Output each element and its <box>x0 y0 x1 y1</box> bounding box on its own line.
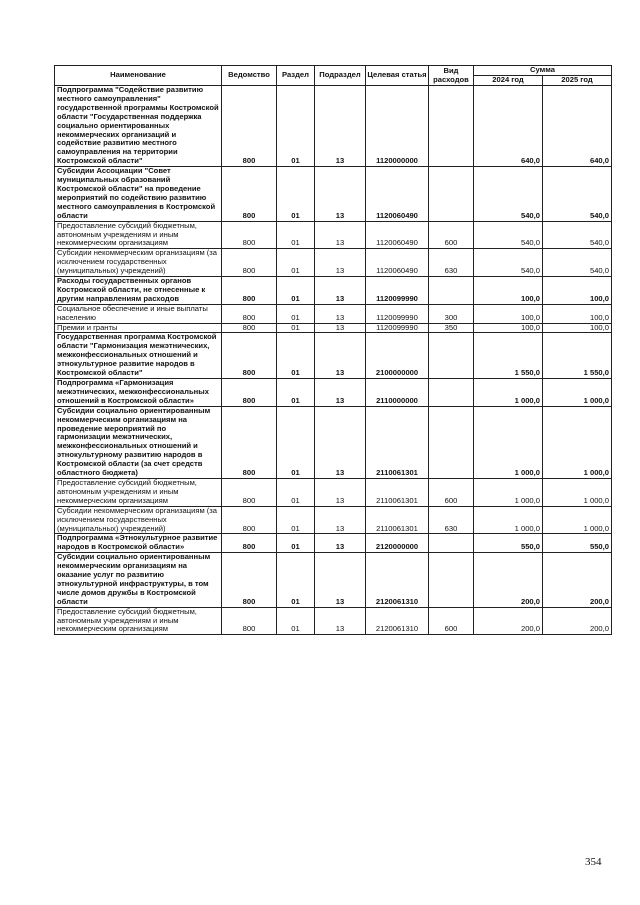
cell-target: 2110061301 <box>366 406 429 478</box>
table-row <box>55 607 612 635</box>
cell-section: 01 <box>277 304 315 323</box>
table-row <box>55 333 612 379</box>
cell-section: 01 <box>277 167 315 221</box>
cell-2024: 540,0 <box>474 249 543 277</box>
cell-section: 01 <box>277 506 315 534</box>
cell-target: 1120099990 <box>366 277 429 305</box>
cell-subsection: 13 <box>315 607 366 635</box>
cell-2025: 540,0 <box>543 167 612 221</box>
cell-2024: 540,0 <box>474 221 543 249</box>
cell-section: 01 <box>277 607 315 635</box>
cell-type: 630 <box>429 506 474 534</box>
cell-type <box>429 333 474 379</box>
cell-dept: 800 <box>222 607 277 635</box>
cell-subsection: 13 <box>315 406 366 478</box>
cell-2025: 100,0 <box>543 277 612 305</box>
cell-target: 2100000000 <box>366 333 429 379</box>
cell-type <box>429 167 474 221</box>
cell-name: Субсидии Ассоциации "Совет муниципальных образований Костромской области" на проведение мероприятий по содействию развитию местного самоуправления в Костромской области <box>55 167 222 221</box>
cell-type <box>429 534 474 553</box>
cell-target: 1120000000 <box>366 86 429 167</box>
cell-2024: 540,0 <box>474 167 543 221</box>
cell-target: 2120000000 <box>366 534 429 553</box>
cell-2025: 540,0 <box>543 249 612 277</box>
table-row <box>55 277 612 305</box>
table-body <box>55 86 612 635</box>
cell-subsection: 13 <box>315 553 366 607</box>
table-row <box>55 86 612 167</box>
cell-dept: 800 <box>222 167 277 221</box>
cell-name: Подпрограмма "Содействие развитию местного самоуправления" государственной программы Костромской области "Государственная поддержка социально ориентированных некоммерческих организаций и содействие развитию местного самоуправления на территории Костромской области" <box>55 86 222 167</box>
cell-type: 600 <box>429 221 474 249</box>
cell-dept: 800 <box>222 249 277 277</box>
cell-subsection: 13 <box>315 277 366 305</box>
table-row <box>55 167 612 221</box>
cell-2024: 1 550,0 <box>474 333 543 379</box>
cell-type <box>429 277 474 305</box>
table-row <box>55 506 612 534</box>
cell-subsection: 13 <box>315 323 366 333</box>
page-number: 354 <box>585 856 602 868</box>
header-name: Наименование <box>55 66 222 86</box>
cell-subsection: 13 <box>315 478 366 506</box>
cell-2025: 1 000,0 <box>543 406 612 478</box>
cell-target: 2110061301 <box>366 506 429 534</box>
header-type: Вид расходов <box>429 66 474 86</box>
cell-dept: 800 <box>222 406 277 478</box>
cell-2025: 1 000,0 <box>543 478 612 506</box>
cell-dept: 800 <box>222 333 277 379</box>
table-row <box>55 553 612 607</box>
table-row <box>55 221 612 249</box>
cell-2024: 1 000,0 <box>474 379 543 407</box>
cell-dept: 800 <box>222 379 277 407</box>
cell-2025: 540,0 <box>543 221 612 249</box>
cell-target: 1120060490 <box>366 167 429 221</box>
cell-2024: 200,0 <box>474 553 543 607</box>
cell-2025: 640,0 <box>543 86 612 167</box>
cell-name: Предоставление субсидий бюджетным, автономным учреждениям и иным некоммерческим организациям <box>55 607 222 635</box>
cell-section: 01 <box>277 478 315 506</box>
cell-subsection: 13 <box>315 221 366 249</box>
cell-target: 1120060490 <box>366 221 429 249</box>
cell-type <box>429 86 474 167</box>
cell-2025: 200,0 <box>543 607 612 635</box>
cell-target: 1120099990 <box>366 323 429 333</box>
cell-name: Предоставление субсидий бюджетным, автономным учреждениям и иным некоммерческим организациям <box>55 221 222 249</box>
cell-subsection: 13 <box>315 86 366 167</box>
cell-name: Субсидии некоммерческим организациям (за исключением государственных (муниципальных) учреждений) <box>55 506 222 534</box>
table-row <box>55 323 612 333</box>
cell-2025: 1 000,0 <box>543 379 612 407</box>
table-row <box>55 478 612 506</box>
cell-dept: 800 <box>222 506 277 534</box>
table-row <box>55 406 612 478</box>
cell-subsection: 13 <box>315 379 366 407</box>
cell-target: 2110061301 <box>366 478 429 506</box>
header-sum: Сумма <box>474 66 612 76</box>
cell-name: Подпрограмма «Этнокультурное развитие народов в Костромской области» <box>55 534 222 553</box>
cell-2024: 100,0 <box>474 304 543 323</box>
cell-2025: 1 000,0 <box>543 506 612 534</box>
cell-section: 01 <box>277 249 315 277</box>
cell-2024: 100,0 <box>474 277 543 305</box>
header-2025: 2025 год <box>543 76 612 86</box>
header-section: Раздел <box>277 66 315 86</box>
cell-dept: 800 <box>222 304 277 323</box>
cell-name: Субсидии социально ориентированным некоммерческим организациям на проведение мероприятий по гармонизации межэтнических, межконфессиональных отношений и этнокультурному развитию народов в Костромской области (за счет средств областного бюджета) <box>55 406 222 478</box>
cell-type: 630 <box>429 249 474 277</box>
cell-section: 01 <box>277 333 315 379</box>
cell-2024: 200,0 <box>474 607 543 635</box>
cell-dept: 800 <box>222 534 277 553</box>
cell-type: 350 <box>429 323 474 333</box>
cell-2025: 100,0 <box>543 323 612 333</box>
cell-name: Субсидии социально ориентированным некоммерческим организациям на оказание услуг по развитию этнокультурной инфраструктуры, в том числе домов дружбы в Костромской области <box>55 553 222 607</box>
cell-2024: 550,0 <box>474 534 543 553</box>
cell-subsection: 13 <box>315 333 366 379</box>
cell-type <box>429 406 474 478</box>
header-dept: Ведомство <box>222 66 277 86</box>
cell-target: 1120099990 <box>366 304 429 323</box>
cell-target: 1120060490 <box>366 249 429 277</box>
cell-subsection: 13 <box>315 167 366 221</box>
cell-dept: 800 <box>222 323 277 333</box>
cell-2025: 1 550,0 <box>543 333 612 379</box>
cell-name: Субсидии некоммерческим организациям (за исключением государственных (муниципальных) учреждений) <box>55 249 222 277</box>
cell-section: 01 <box>277 553 315 607</box>
header-subsection: Подраздел <box>315 66 366 86</box>
cell-subsection: 13 <box>315 249 366 277</box>
cell-2024: 100,0 <box>474 323 543 333</box>
cell-name: Премии и гранты <box>55 323 222 333</box>
cell-section: 01 <box>277 86 315 167</box>
cell-target: 2120061310 <box>366 553 429 607</box>
cell-type: 600 <box>429 478 474 506</box>
cell-name: Подпрограмма «Гармонизация межэтнических, межконфессиональных отношений в Костромской области» <box>55 379 222 407</box>
cell-2025: 100,0 <box>543 304 612 323</box>
table-row <box>55 304 612 323</box>
cell-section: 01 <box>277 406 315 478</box>
cell-2024: 1 000,0 <box>474 478 543 506</box>
cell-type: 600 <box>429 607 474 635</box>
cell-2024: 640,0 <box>474 86 543 167</box>
cell-type <box>429 553 474 607</box>
budget-table <box>54 65 612 635</box>
cell-2025: 550,0 <box>543 534 612 553</box>
cell-dept: 800 <box>222 277 277 305</box>
cell-subsection: 13 <box>315 534 366 553</box>
cell-2024: 1 000,0 <box>474 506 543 534</box>
cell-dept: 800 <box>222 86 277 167</box>
cell-subsection: 13 <box>315 304 366 323</box>
cell-section: 01 <box>277 277 315 305</box>
cell-dept: 800 <box>222 478 277 506</box>
table-row <box>55 534 612 553</box>
cell-subsection: 13 <box>315 506 366 534</box>
cell-section: 01 <box>277 323 315 333</box>
cell-name: Предоставление субсидий бюджетным, автономным учреждениям и иным некоммерческим организациям <box>55 478 222 506</box>
table-row <box>55 249 612 277</box>
cell-2025: 200,0 <box>543 553 612 607</box>
cell-2024: 1 000,0 <box>474 406 543 478</box>
cell-target: 2110000000 <box>366 379 429 407</box>
header-2024: 2024 год <box>474 76 543 86</box>
header-target: Целевая статья <box>366 66 429 86</box>
cell-dept: 800 <box>222 553 277 607</box>
cell-name: Социальное обеспечение и иные выплаты населению <box>55 304 222 323</box>
cell-name: Государственная программа Костромской области "Гармонизация межэтнических, межконфессиональных отношений и этнокультурное развитие народов в Костромской области" <box>55 333 222 379</box>
cell-type: 300 <box>429 304 474 323</box>
cell-dept: 800 <box>222 221 277 249</box>
cell-section: 01 <box>277 379 315 407</box>
cell-type <box>429 379 474 407</box>
cell-section: 01 <box>277 534 315 553</box>
table-row <box>55 379 612 407</box>
cell-section: 01 <box>277 221 315 249</box>
cell-name: Расходы государственных органов Костромской области, не отнесенные к другим направлениям расходов <box>55 277 222 305</box>
cell-target: 2120061310 <box>366 607 429 635</box>
